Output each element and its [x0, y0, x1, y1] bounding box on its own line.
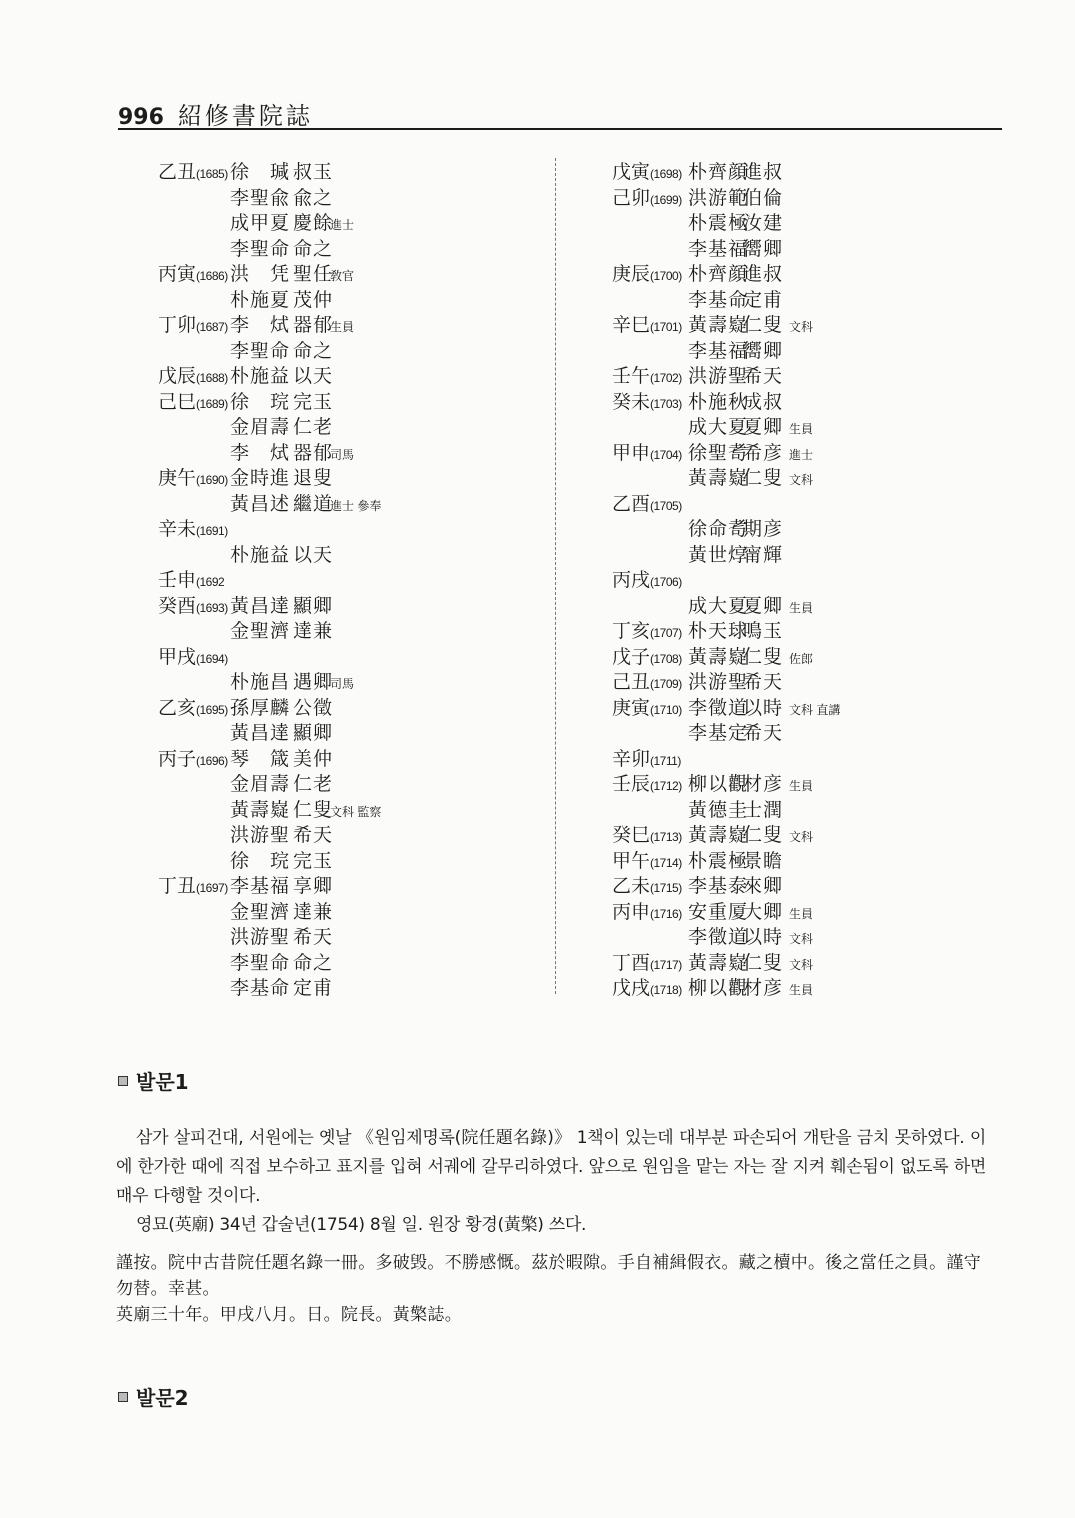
entry-note: 生員: [789, 779, 814, 793]
entry-name: 朴天球: [688, 620, 749, 642]
entry-year-number: (1706): [650, 575, 682, 589]
entry-name: 李聖命: [230, 237, 291, 260]
entry-year: [158, 696, 228, 724]
entry-note: 生員: [789, 983, 814, 997]
entry-year-number: (1714): [650, 855, 682, 870]
entry-year-number: (1698): [650, 167, 682, 181]
entry-year-ganji: 戊辰: [158, 365, 197, 387]
entry-name: 洪游聖: [688, 671, 749, 693]
entry-name: 黃壽嶷: [688, 951, 749, 974]
entry-courtesy-name: 材彦: [743, 977, 784, 999]
entry-courtesy-name: 繼道: [293, 492, 334, 515]
afterword1-korean-body: 삼가 살피건대, 서원에는 옛날 《원임제명록(院任題名錄)》 1책이 있는데 대부분 파손되어 개탄을 금치 못하였다. 이에 한가한 때에 직접 보수하고 표지를 입혀 서궤에 갈무리하였다. 앞으로 원임을 맡는 자는 잘 지켜 훼손됨이 없도록 하면 매우 다행할 것이다.: [116, 1128, 986, 1206]
entry-year: [612, 619, 682, 647]
square-bullet-icon: [118, 1392, 128, 1402]
entry-note: 敎官: [330, 269, 355, 283]
entry-courtesy-name: 希天: [743, 722, 784, 744]
entry-courtesy-name: 大卿: [743, 900, 784, 923]
entry-courtesy-name: 以時: [743, 926, 784, 948]
entry-courtesy-name: 材彦: [743, 773, 784, 795]
entry-name: 朴震極: [688, 849, 749, 872]
entry-courtesy-name: 伯倫: [743, 186, 784, 209]
entry-name: 朴齊顔: [688, 263, 749, 285]
entry-note: 文科 監察: [330, 804, 382, 819]
entry-year-number: (1697): [196, 881, 228, 895]
entry-year-number: (1696): [196, 753, 228, 768]
entry-year-ganji: 甲戌: [158, 645, 197, 668]
entry-note: 生員: [330, 320, 355, 334]
entry-name: 黃德圭: [688, 798, 749, 821]
entry-name: 李基福: [688, 339, 749, 362]
entry-year: [612, 849, 682, 877]
entry-name: 金眉壽: [230, 773, 291, 795]
entry-name: 金時進: [230, 467, 291, 489]
entry-courtesy-name: 希天: [743, 671, 784, 693]
entry-year-ganji: 丙戌: [612, 569, 651, 591]
entry-year: [158, 390, 228, 418]
entry-year: [158, 466, 228, 494]
entry-name: 徐 琓: [230, 390, 291, 413]
entry-courtesy-name: 命之: [293, 951, 334, 974]
entry-year-ganji: 壬辰: [612, 773, 651, 795]
entry-year: [612, 186, 682, 214]
entry-year-ganji: 壬午: [612, 365, 651, 387]
afterword1-hanmun: [116, 1250, 991, 1328]
entry-name: 金聖濟: [230, 900, 291, 923]
entry-year-number: (1715): [650, 881, 682, 895]
entry-year: [158, 364, 228, 392]
entry-year: [158, 313, 228, 341]
entry-year-ganji: 丙子: [158, 747, 197, 770]
entry-name: 李基泰: [688, 875, 749, 897]
entry-courtesy-name: 聖任: [293, 263, 334, 285]
entry-year-ganji: 壬申: [158, 569, 197, 591]
entry-year-ganji: 庚午: [158, 467, 197, 489]
entry-year-ganji: 癸酉: [158, 594, 197, 617]
entry-year-number: (1686): [196, 269, 228, 283]
entry-courtesy-name: 仁叟: [743, 951, 784, 974]
entry-note: 進士 參奉: [330, 498, 382, 513]
entry-courtesy-name: 顯卿: [293, 594, 334, 617]
entry-courtesy-name: 退叟: [293, 467, 334, 489]
entry-name: 李徵道: [688, 696, 749, 719]
entry-name: 柳以觀: [688, 773, 749, 795]
entry-year-ganji: 庚寅: [612, 696, 651, 719]
entry-name: 朴施夏: [230, 288, 291, 311]
entry-year-ganji: 甲申: [612, 441, 651, 464]
entry-year-ganji: 丁卯: [158, 314, 197, 336]
entry-year-ganji: 乙丑: [158, 161, 197, 183]
entry-year: [612, 874, 682, 902]
entry-courtesy-name: 命之: [293, 237, 334, 260]
entry-name: 金眉壽: [230, 416, 291, 438]
entry-year: [612, 900, 682, 928]
entry-year-ganji: 己巳: [158, 390, 197, 413]
entry-year: [612, 772, 682, 800]
afterword1-korean: [116, 1124, 986, 1240]
page-number: 996: [118, 105, 164, 130]
entry-year: [158, 645, 228, 673]
entry-year-ganji: 戊戌: [612, 977, 651, 999]
entry-year-ganji: 辛巳: [612, 314, 651, 336]
entry-note: 文科: [789, 830, 814, 844]
entry-name: 成甲夏: [230, 212, 291, 234]
entry-courtesy-name: 希天: [293, 824, 334, 846]
entry-courtesy-name: 成叔: [743, 390, 784, 413]
entry-name: 徐聖耉: [688, 441, 749, 464]
entry-courtesy-name: 慶餘: [293, 212, 334, 234]
entry-note: 文科: [789, 957, 814, 972]
entry-year-ganji: 辛卯: [612, 747, 651, 770]
entry-name: 洪 凭: [230, 263, 291, 285]
entry-name: 金聖濟: [230, 620, 291, 642]
entry-courtesy-name: 以天: [293, 543, 334, 566]
entry-name: 李基命: [688, 288, 749, 311]
entry-name: 朴施益: [230, 543, 291, 566]
entry-courtesy-name: 仁叟: [743, 645, 784, 668]
entry-year: [612, 262, 682, 290]
entry-name: 李基福: [230, 875, 291, 897]
entry-year: [612, 951, 682, 979]
entry-year-ganji: 丁亥: [612, 620, 651, 642]
entry-year-ganji: 丁丑: [158, 875, 197, 897]
entry-note: 生員: [789, 422, 814, 436]
entry-name: 李聖命: [230, 339, 291, 362]
entry-name: 黃昌達: [230, 722, 291, 744]
entry-note: 進士: [330, 218, 355, 232]
entry-year-number: (1711): [650, 753, 681, 768]
entry-year-ganji: 乙未: [612, 875, 651, 897]
entry-year-ganji: 己卯: [612, 186, 651, 209]
entry-year-ganji: 丁酉: [612, 951, 651, 974]
entry-courtesy-name: 茂仲: [293, 288, 334, 311]
entry-name: 洪游聖: [230, 926, 291, 948]
entry-year-ganji: 乙酉: [612, 492, 651, 515]
entry-year: [612, 976, 682, 1004]
entry-name: 成大夏: [688, 594, 749, 617]
entry-year-ganji: 癸未: [612, 390, 651, 413]
entry-year: [612, 568, 682, 596]
entry-note: 佐郎: [789, 651, 814, 666]
afterword1-korean-signature: 영묘(英廟) 34년 갑술년(1754) 8월 일. 원장 황경(黃檠) 쓰다.: [136, 1215, 587, 1235]
entry-courtesy-name: 期彦: [743, 518, 784, 540]
entry-note: 文科 直講: [789, 702, 841, 717]
entry-year-number: (1699): [650, 192, 682, 207]
entry-courtesy-name: 公徵: [293, 696, 334, 719]
entry-name: 洪游聖: [688, 365, 749, 387]
afterword1-hanmun-body: 謹按。院中古昔院任題名錄一冊。多破毁。不勝感慨。茲於暇隙。手自補緝假衣。藏之櫝中。後之當任之員。謹守勿替。幸甚。: [116, 1253, 981, 1299]
entry-courtesy-name: 仁老: [293, 416, 334, 438]
entry-name: 李基福: [688, 237, 749, 260]
entry-year-ganji: 辛未: [158, 518, 197, 540]
entry-year-ganji: 丙寅: [158, 263, 197, 285]
entry-name: 李聖兪: [230, 186, 291, 209]
entry-courtesy-name: 命之: [293, 339, 334, 362]
entry-year-number: (1709): [650, 677, 682, 691]
entry-name: 李 烒: [230, 441, 291, 464]
entry-courtesy-name: 器郁: [293, 314, 334, 336]
entry-courtesy-name: 享卿: [293, 875, 334, 897]
entry-courtesy-name: 以天: [293, 365, 334, 387]
entry-year-number: (1687): [196, 320, 228, 334]
entry-name: 朴震極: [688, 212, 749, 234]
entry-courtesy-name: 仁叟: [743, 824, 784, 846]
entry-note: 生員: [789, 600, 814, 615]
entry-courtesy-name: 達兼: [293, 620, 334, 642]
entry-courtesy-name: 夏卿: [743, 416, 784, 438]
entry-courtesy-name: 仁叟: [743, 467, 784, 489]
entry-courtesy-name: 希彦: [743, 441, 784, 464]
entry-year-number: (1710): [650, 702, 682, 717]
entry-name: 柳以觀: [688, 977, 749, 999]
entry-name: 朴施益: [230, 365, 291, 387]
entry-year-number: (1695): [196, 702, 228, 717]
entry-year: [612, 670, 682, 698]
entry-year-number: (1708): [650, 651, 682, 666]
entry-name: 洪游範: [688, 186, 749, 209]
entry-courtesy-name: 來卿: [743, 875, 784, 897]
entry-courtesy-name: 進叔: [743, 263, 784, 285]
entry-name: 李基定: [688, 722, 749, 744]
entry-name: 李基命: [230, 977, 291, 999]
entry-year-number: (1701): [650, 320, 682, 334]
entry-name: 黃壽嶷: [230, 798, 291, 821]
entry-year-number: (1704): [650, 447, 682, 462]
entry-year-number: (1685): [196, 167, 228, 181]
entry-courtesy-name: 完玉: [293, 849, 334, 872]
entry-year: [158, 517, 228, 545]
entry-name: 黃昌達: [230, 594, 291, 617]
entry-name: 徐命耉: [688, 518, 749, 540]
entry-year-ganji: 戊寅: [612, 161, 651, 183]
entry-year-ganji: 丙申: [612, 900, 651, 923]
entry-note: 生員: [789, 906, 814, 921]
entry-year-number: (1688): [196, 371, 228, 385]
entry-name: 黃昌述: [230, 492, 291, 515]
entry-name: 孫厚麟: [230, 696, 291, 719]
entry-name: 李聖命: [230, 951, 291, 974]
entry-year-number: (1690): [196, 473, 228, 487]
entry-note: 文科: [789, 932, 814, 946]
entry-year: [158, 568, 224, 596]
entry-name: 朴施秋: [688, 390, 749, 413]
entry-name: 琴 箴: [230, 747, 291, 770]
entry-courtesy-name: 仁叟: [743, 314, 784, 336]
entry-year-number: (1712): [650, 779, 682, 793]
entry-note: 文科: [789, 473, 814, 487]
entry-name: 安重厦: [688, 900, 749, 923]
entry-courtesy-name: 叔玉: [293, 161, 334, 183]
entry-year-ganji: 甲午: [612, 849, 651, 872]
entry-note: 進士: [789, 447, 814, 462]
entry-courtesy-name: 夏卿: [743, 594, 784, 617]
entry-courtesy-name: 遇卿: [293, 671, 334, 693]
entry-name: 黃壽嶷: [688, 314, 749, 336]
page-header: [118, 96, 313, 131]
column-divider: [555, 158, 556, 994]
entry-courtesy-name: 定甫: [743, 288, 784, 311]
entry-year: [158, 874, 228, 902]
entry-year-number: (1692: [196, 575, 225, 589]
entry-year-number: (1700): [650, 269, 682, 283]
entry-year-ganji: 庚辰: [612, 263, 651, 285]
afterword1-heading: 발문1: [118, 1066, 189, 1095]
entry-year-number: (1702): [650, 371, 682, 385]
afterword2-heading: 발문2: [118, 1382, 189, 1411]
entry-year-number: (1691): [196, 524, 228, 538]
entry-courtesy-name: 兪之: [293, 186, 334, 209]
square-bullet-icon: [118, 1076, 128, 1086]
entry-courtesy-name: 美仲: [293, 747, 334, 770]
entry-year-number: (1703): [650, 396, 682, 411]
entry-courtesy-name: 希天: [743, 365, 784, 387]
entry-year-ganji: 戊子: [612, 645, 651, 668]
entry-year: [612, 441, 682, 469]
entry-year-number: (1693): [196, 600, 228, 615]
entry-year: [612, 645, 682, 673]
entry-courtesy-name: 仁叟: [293, 798, 334, 821]
entry-courtesy-name: 士潤: [743, 798, 784, 821]
entry-year: [158, 747, 228, 775]
entry-note: 司馬: [330, 447, 355, 462]
entry-courtesy-name: 景瞻: [743, 849, 784, 872]
entry-year: [612, 747, 681, 775]
entry-year-number: (1694): [196, 651, 228, 666]
entry-year: [612, 313, 682, 341]
entry-year-ganji: 己丑: [612, 671, 651, 693]
entry-courtesy-name: 希天: [293, 926, 334, 948]
entry-year-ganji: 癸巳: [612, 824, 651, 846]
entry-name: 李 烒: [230, 314, 291, 336]
entry-name: 朴齊顔: [688, 161, 749, 183]
entry-name: 黃壽嶷: [688, 824, 749, 846]
entry-courtesy-name: 達兼: [293, 900, 334, 923]
header-rule: [118, 128, 1002, 130]
entry-courtesy-name: 顯卿: [293, 722, 334, 744]
entry-year: [158, 160, 228, 188]
afterword1-hanmun-signature: 英廟三十年。甲戌八月。日。院長。黃檠誌。: [116, 1305, 462, 1325]
entry-year: [158, 594, 228, 622]
entry-year: [612, 160, 682, 188]
entry-year-number: (1713): [650, 830, 682, 844]
entry-courtesy-name: 定甫: [293, 977, 334, 999]
entry-year: [158, 262, 228, 290]
entry-year: [612, 364, 682, 392]
entry-year: [612, 823, 682, 851]
entry-name: 黃壽嶷: [688, 645, 749, 668]
entry-courtesy-name: 進叔: [743, 161, 784, 183]
entry-year-number: (1717): [650, 957, 682, 972]
entry-courtesy-name: 器郁: [293, 441, 334, 464]
entry-name: 成大夏: [688, 416, 749, 438]
entry-name: 洪游聖: [230, 824, 291, 846]
entry-year: [612, 492, 682, 520]
entry-name: 黃壽嶷: [688, 467, 749, 489]
entry-year-number: (1716): [650, 906, 682, 921]
entry-courtesy-name: 以時: [743, 696, 784, 719]
entry-note: 司馬: [330, 677, 355, 691]
entry-name: 徐 琓: [230, 849, 291, 872]
entry-courtesy-name: 嚮卿: [743, 339, 784, 362]
entry-name: 黃世焞: [688, 543, 749, 566]
entry-year-ganji: 乙亥: [158, 696, 197, 719]
book-title: 紹修書院誌: [177, 102, 313, 130]
entry-name: 朴施昌: [230, 671, 291, 693]
entry-year-number: (1707): [650, 626, 682, 640]
entry-name: 徐 瑊: [230, 161, 291, 183]
entry-courtesy-name: 鳴玉: [743, 620, 784, 642]
entry-courtesy-name: 仁老: [293, 773, 334, 795]
entry-note: 文科: [789, 320, 814, 334]
entry-year: [612, 390, 682, 418]
entry-courtesy-name: 甯輝: [743, 543, 784, 566]
entry-courtesy-name: 完玉: [293, 390, 334, 413]
entry-courtesy-name: 嚮卿: [743, 237, 784, 260]
entry-courtesy-name: 汝建: [743, 212, 784, 234]
entry-name: 李徵道: [688, 926, 749, 948]
entry-year: [612, 696, 682, 724]
entry-year-number: (1705): [650, 498, 682, 513]
entry-year-number: (1718): [650, 983, 682, 997]
entry-year-number: (1689): [196, 396, 228, 411]
